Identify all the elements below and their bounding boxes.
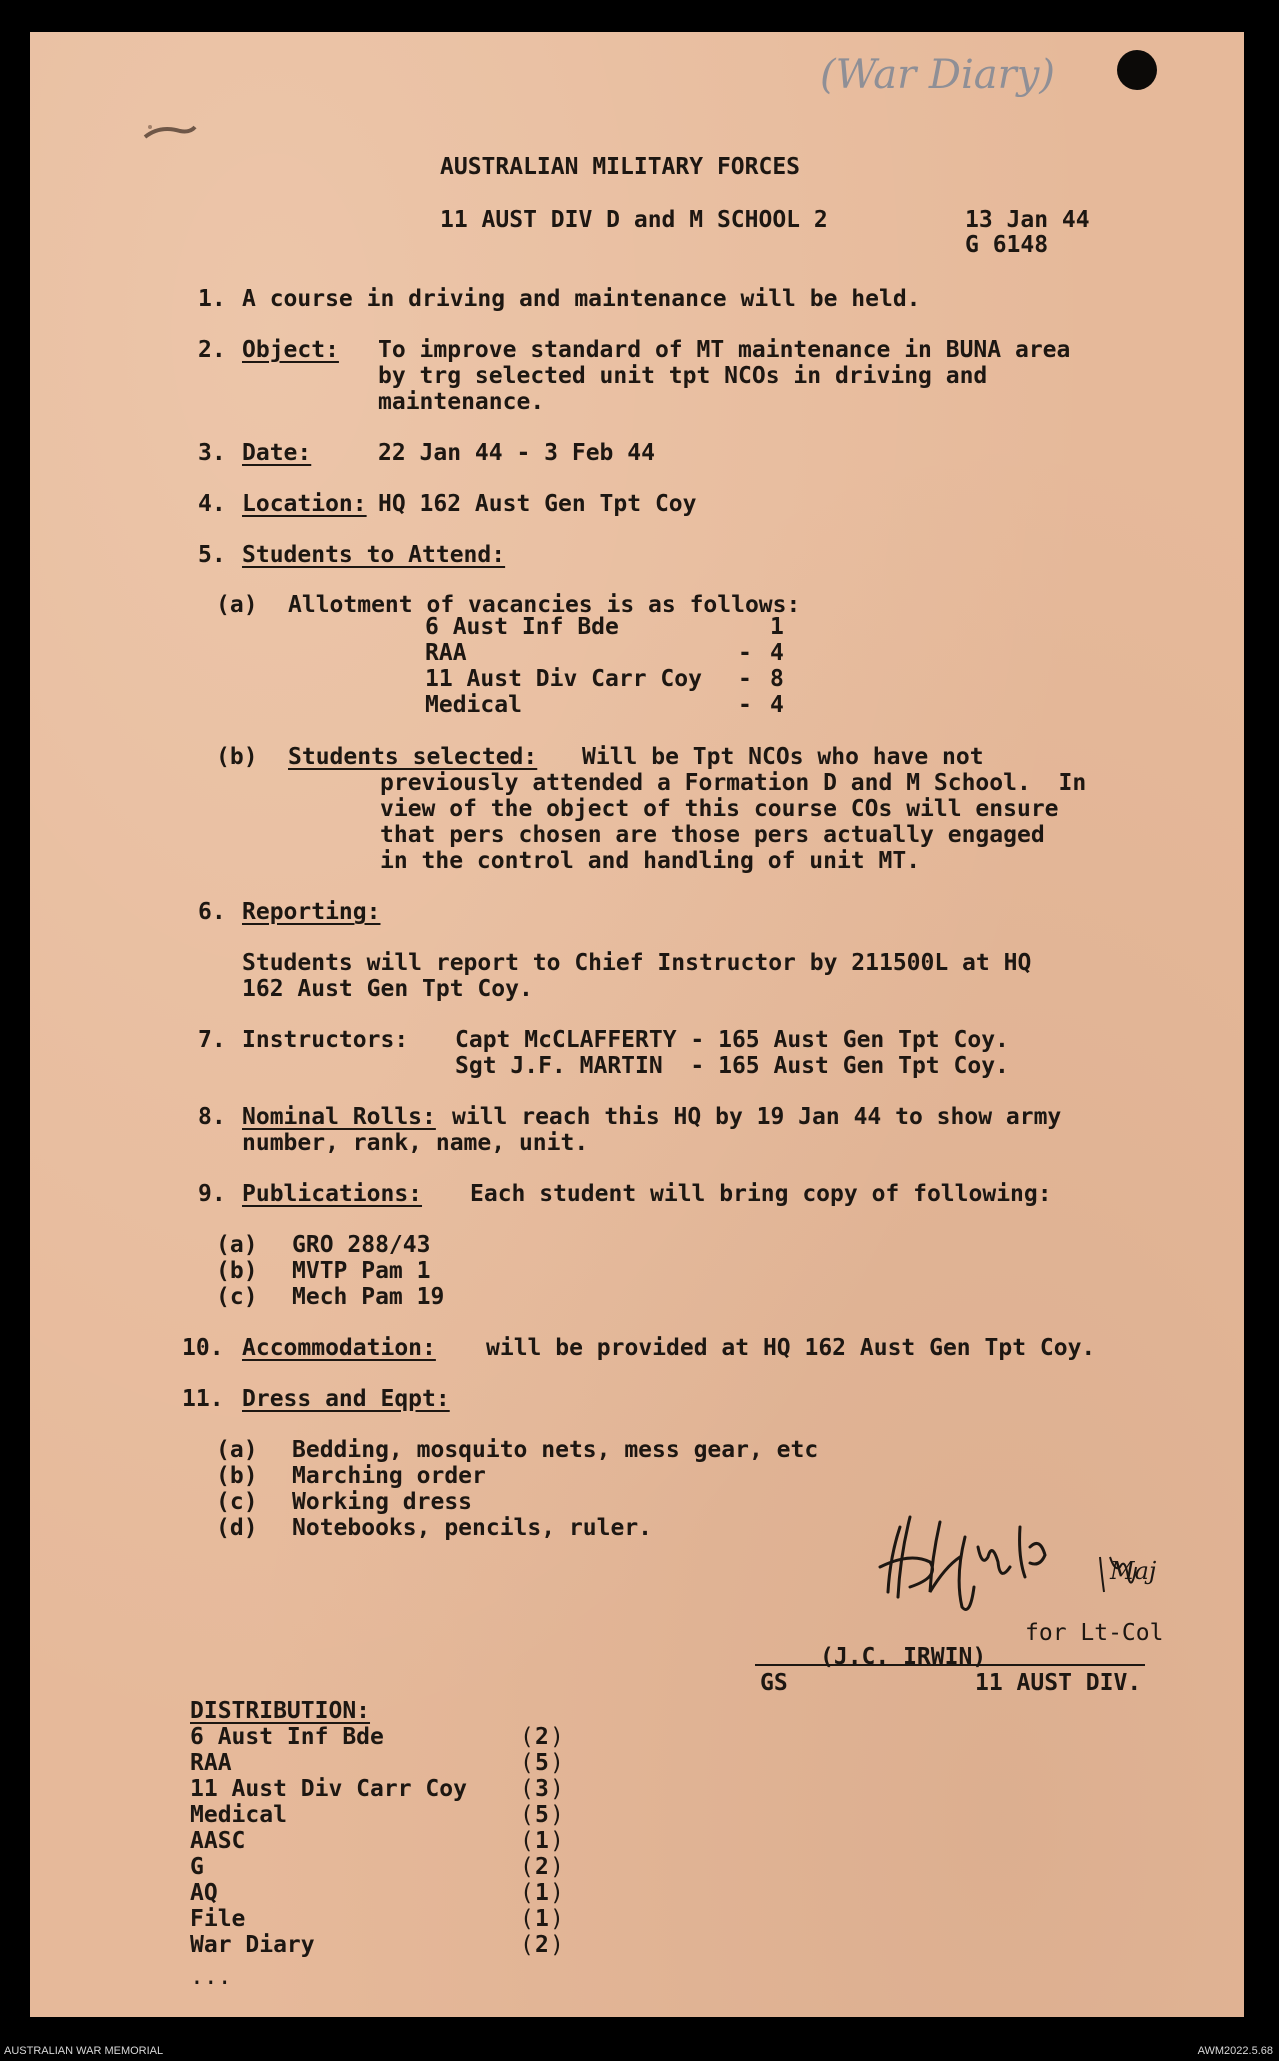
- para-2-num: 2.: [198, 337, 226, 363]
- para-8-label: Nominal Rolls:: [242, 1104, 436, 1130]
- signature-rule: [755, 1664, 1145, 1666]
- para-9-num: 9.: [198, 1181, 226, 1207]
- document-date: 13 Jan 44: [965, 207, 1090, 233]
- allotment-unit: RAA: [425, 640, 467, 666]
- distribution-qty: 2: [535, 1724, 549, 1750]
- para-8-num: 8.: [198, 1104, 226, 1130]
- publication-mark: (b): [216, 1258, 258, 1284]
- paper-stain: [140, 117, 200, 147]
- para-2-line: To improve standard of MT maintenance in BUNA area: [378, 337, 1071, 363]
- para-8-line: will reach this HQ by 19 Jan 44 to show army: [452, 1104, 1062, 1130]
- distribution-unit: War Diary: [190, 1932, 315, 1958]
- org-heading: AUSTRALIAN MILITARY FORCES: [440, 154, 801, 180]
- para-10-label: Accommodation:: [242, 1335, 436, 1361]
- document-ref: G 6148: [965, 232, 1049, 258]
- instructor-line: Capt McCLAFFERTY - 165 Aust Gen Tpt Coy.: [455, 1027, 1009, 1053]
- para-9-text: Each student will bring copy of following:: [470, 1181, 1052, 1207]
- para-5a-mark: (a): [216, 592, 258, 618]
- para-1-num: 1.: [198, 286, 226, 312]
- signatory-name: (J.C. IRWIN): [820, 1644, 987, 1670]
- punch-hole: [1117, 50, 1157, 90]
- para-5-label: Students to Attend:: [242, 542, 506, 568]
- distribution-bracket-left: (: [520, 1750, 534, 1776]
- distribution-bracket-right: ): [550, 1828, 564, 1854]
- distribution-bracket-left: (: [520, 1802, 534, 1828]
- para-4-num: 4.: [198, 491, 226, 517]
- para-10-num: 10.: [182, 1335, 224, 1361]
- para-8-line: number, rank, name, unit.: [242, 1130, 589, 1156]
- dress-mark: (c): [216, 1489, 258, 1515]
- allotment-qty: 1: [770, 614, 784, 640]
- distribution-bracket-right: ): [550, 1932, 564, 1958]
- distribution-qty: 2: [535, 1854, 549, 1880]
- document-page: [30, 32, 1244, 2017]
- instructor-line: Sgt J.F. MARTIN - 165 Aust Gen Tpt Coy.: [455, 1053, 1009, 1079]
- distribution-bracket-right: ): [550, 1776, 564, 1802]
- para-3-label: Date:: [242, 440, 312, 466]
- dress-mark: (d): [216, 1515, 258, 1541]
- war-diary-annotation: (War Diary): [820, 52, 1055, 98]
- distribution-unit: RAA: [190, 1750, 232, 1776]
- signatory-gs: GS: [760, 1670, 788, 1696]
- distribution-bracket-right: ): [550, 1880, 564, 1906]
- para-5b-mark: (b): [216, 744, 258, 770]
- para-6-num: 6.: [198, 899, 226, 925]
- distribution-bracket-right: ): [550, 1750, 564, 1776]
- para-3-text: 22 Jan 44 - 3 Feb 44: [378, 440, 655, 466]
- distribution-bracket-left: (: [520, 1854, 534, 1880]
- allotment-dash: -: [738, 640, 752, 666]
- allotment-qty: 8: [770, 666, 784, 692]
- distribution-bracket-left: (: [520, 1828, 534, 1854]
- allotment-unit: 6 Aust Inf Bde: [425, 614, 619, 640]
- allotment-qty: 4: [770, 692, 784, 718]
- allotment-qty: 4: [770, 640, 784, 666]
- allotment-unit: 11 Aust Div Carr Coy: [425, 666, 702, 692]
- distribution-bracket-left: (: [520, 1776, 534, 1802]
- distribution-qty: 5: [535, 1750, 549, 1776]
- para-5b-line: that pers chosen are those pers actually engaged: [380, 822, 1045, 848]
- dress-item: Notebooks, pencils, ruler.: [292, 1515, 653, 1541]
- distribution-qty: 1: [535, 1906, 549, 1932]
- para-5b-line: view of the object of this course COs will ensure: [380, 796, 1059, 822]
- footer-accession: AWM2022.5.68: [1197, 2045, 1273, 2057]
- para-11-label: Dress and Eqpt:: [242, 1386, 450, 1412]
- distribution-qty: 5: [535, 1802, 549, 1828]
- allotment-dash: -: [738, 666, 752, 692]
- distribution-bracket-right: ): [550, 1802, 564, 1828]
- distribution-unit: 6 Aust Inf Bde: [190, 1724, 384, 1750]
- distribution-bracket-left: (: [520, 1906, 534, 1932]
- allotment-unit: Medical: [425, 692, 522, 718]
- publication-item: Mech Pam 19: [292, 1284, 445, 1310]
- para-6-line: Students will report to Chief Instructor by 211500L at HQ: [242, 950, 1032, 976]
- para-4-label: Location:: [242, 491, 367, 517]
- para-9-label: Publications:: [242, 1181, 423, 1207]
- signatory-div: 11 AUST DIV.: [975, 1670, 1142, 1696]
- dress-item: Marching order: [292, 1463, 486, 1489]
- signature-for: for Lt-Col: [1025, 1620, 1164, 1646]
- publication-mark: (c): [216, 1284, 258, 1310]
- para-2-line: maintenance.: [378, 389, 545, 415]
- dress-item: Working dress: [292, 1489, 473, 1515]
- distribution-unit: File: [190, 1906, 246, 1932]
- para-3-num: 3.: [198, 440, 226, 466]
- distribution-bracket-left: (: [520, 1724, 534, 1750]
- para-4-text: HQ 162 Aust Gen Tpt Coy: [378, 491, 697, 517]
- publication-mark: (a): [216, 1232, 258, 1258]
- para-5b-line: in the control and handling of unit MT.: [380, 848, 921, 874]
- para-7-label: Instructors:: [242, 1027, 409, 1053]
- para-2-label: Object:: [242, 337, 339, 363]
- distribution-unit: AQ: [190, 1880, 218, 1906]
- dress-item: Bedding, mosquito nets, mess gear, etc: [292, 1437, 819, 1463]
- allotment-dash: -: [738, 692, 752, 718]
- distribution-bracket-right: ): [550, 1854, 564, 1880]
- para-5b-label: Students selected:: [288, 744, 538, 770]
- para-10-text: will be provided at HQ 162 Aust Gen Tpt Coy.: [486, 1335, 1096, 1361]
- para-2-line: by trg selected unit tpt NCOs in driving and: [378, 363, 988, 389]
- para-5b-line: previously attended a Formation D and M School. In: [380, 770, 1087, 796]
- unit-heading: 11 AUST DIV D and M SCHOOL 2: [440, 207, 828, 233]
- para-5b-line: Will be Tpt NCOs who have not: [582, 744, 984, 770]
- dress-mark: (a): [216, 1437, 258, 1463]
- distribution-unit: 11 Aust Div Carr Coy: [190, 1776, 467, 1802]
- distribution-bracket-left: (: [520, 1932, 534, 1958]
- para-6-line: 162 Aust Gen Tpt Coy.: [242, 976, 533, 1002]
- distribution-unit: AASC: [190, 1828, 246, 1854]
- distribution-bracket-right: ): [550, 1906, 564, 1932]
- distribution-qty: 3: [535, 1776, 549, 1802]
- distribution-bracket-left: (: [520, 1880, 534, 1906]
- publication-item: GRO 288/43: [292, 1232, 431, 1258]
- footer-credit: AUSTRALIAN WAR MEMORIAL: [4, 2045, 164, 2057]
- distribution-qty: 1: [535, 1880, 549, 1906]
- distribution-bracket-right: ): [550, 1724, 564, 1750]
- para-5-num: 5.: [198, 542, 226, 568]
- distribution-qty: 1: [535, 1828, 549, 1854]
- distribution-qty: 2: [535, 1932, 549, 1958]
- para-1-text: A course in driving and maintenance will be held.: [242, 286, 921, 312]
- distribution-trail: ...: [190, 1964, 232, 1990]
- para-5a-text: Allotment of vacancies is as follows:: [288, 592, 801, 618]
- distribution-title: DISTRIBUTION:: [190, 1698, 371, 1724]
- signature-rank: Maj: [1110, 1557, 1157, 1585]
- distribution-unit: Medical: [190, 1802, 287, 1828]
- para-11-num: 11.: [182, 1386, 224, 1412]
- para-7-num: 7.: [198, 1027, 226, 1053]
- publication-item: MVTP Pam 1: [292, 1258, 431, 1284]
- dress-mark: (b): [216, 1463, 258, 1489]
- para-6-label: Reporting:: [242, 899, 381, 925]
- distribution-unit: G: [190, 1854, 204, 1880]
